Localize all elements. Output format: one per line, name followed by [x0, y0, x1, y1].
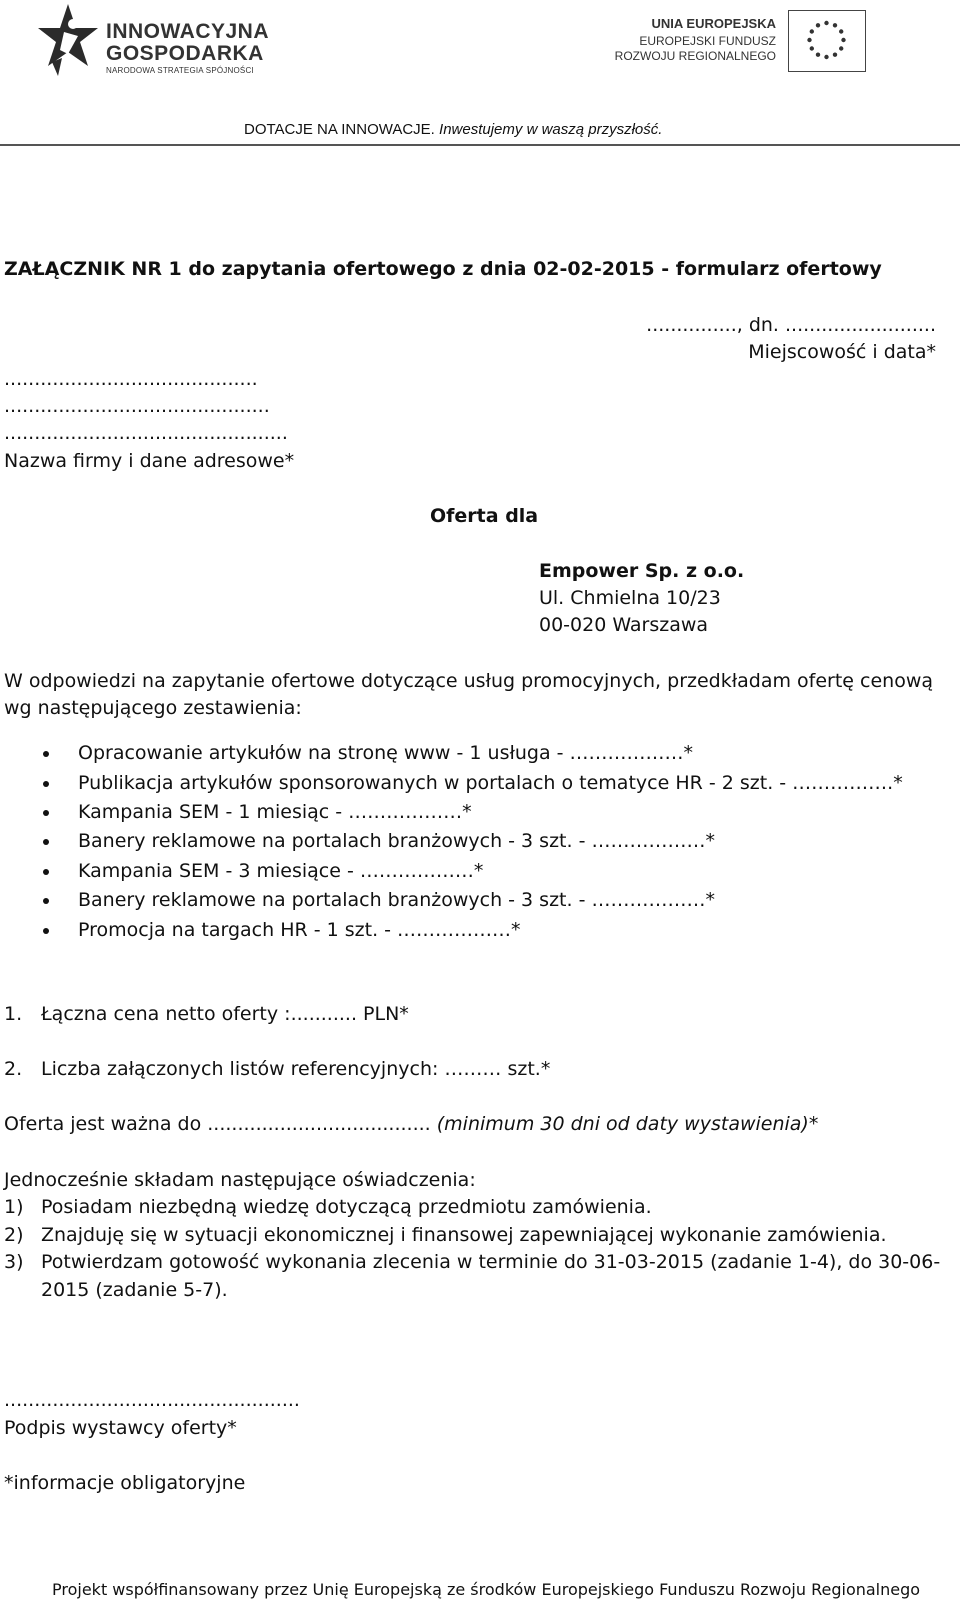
intro-line-1: W odpowiedzi na zapytanie ofertowe dotyczące usług promocyjnych, przedkładam ofertę cenową: [4, 670, 934, 692]
validity-dots: .....................................: [207, 1113, 431, 1135]
recipient-city: 00-020 Warszawa: [539, 614, 709, 636]
total-price-text: Łączna cena netto oferty :........... PLN*: [41, 1003, 409, 1025]
signature-dots: .................................................: [4, 1389, 300, 1411]
logo-line-2: GOSPODARKA: [106, 42, 264, 65]
signature-label: Podpis wystawcy oferty*: [4, 1417, 237, 1439]
mandatory-note: *informacje obligatoryjne: [4, 1472, 246, 1494]
list-item-text: Promocja na targach HR - 1 szt. - ………………*: [78, 919, 521, 941]
tagline-prefix: DOTACJE NA INNOWACJE.: [244, 121, 435, 138]
bullet-icon: [43, 810, 49, 816]
logo-line-3: NARODOWA STRATEGIA SPÓJNOŚCI: [106, 66, 254, 75]
declaration-number: 1): [4, 1196, 24, 1218]
validity-suffix: *: [808, 1113, 819, 1135]
total-price-number: 1.: [4, 1003, 23, 1025]
recipient-street: Ul. Chmielna 10/23: [539, 587, 721, 609]
bullet-icon: [43, 869, 49, 875]
eu-logo-text: [600, 16, 776, 66]
place-date-dots: ..............., dn. .........................: [646, 314, 936, 336]
offer-for-heading: Oferta dla: [430, 505, 539, 527]
references-text: Liczba załączonych listów referencyjnych: ……… szt.*: [41, 1058, 551, 1080]
validity-line: [4, 1113, 818, 1135]
intro-line-2: wg następującego zestawienia:: [4, 697, 302, 719]
eu-line-2: EUROPEJSKI FUNDUSZ: [639, 34, 776, 48]
list-item-text: Publikacja artykułów sponsorowanych w portalach o tematyce HR - 2 szt. - …………….*: [78, 772, 903, 794]
bullet-icon: [43, 751, 49, 757]
logo-line-1: INNOWACYJNA: [106, 20, 270, 43]
list-item-text: Banery reklamowe na portalach branżowych - 3 szt. - ………………*: [78, 830, 715, 852]
declaration-number: 3): [4, 1251, 24, 1273]
innowacyjna-gospodarka-logo: [38, 2, 278, 78]
eu-line-1: UNIA EUROPEJSKA: [651, 16, 776, 31]
list-item-text: Kampania SEM - 1 miesiąc - ………………*: [78, 801, 472, 823]
declaration-text: Posiadam niezbędną wiedzę dotyczącą przedmiotu zamówienia.: [41, 1196, 652, 1218]
declaration-text: Potwierdzam gotowość wykonania zlecenia w terminie do 31-03-2015 (zadanie 1-4), do 30-06-: [41, 1251, 941, 1273]
bullet-icon: [43, 898, 49, 904]
bullet-icon: [43, 781, 49, 787]
declaration-text-continued: 2015 (zadanie 5-7).: [41, 1279, 228, 1301]
list-item-text: Kampania SEM - 3 miesiące - ………………*: [78, 860, 484, 882]
company-label: Nazwa firmy i dane adresowe*: [4, 450, 295, 472]
validity-italic: (minimum 30 dni od daty wystawienia): [436, 1113, 809, 1135]
list-item-text: Opracowanie artykułów na stronę www - 1 usługa - ………………*: [78, 742, 694, 764]
tagline: [244, 121, 662, 138]
validity-prefix: Oferta jest ważna do: [4, 1113, 202, 1135]
eu-line-3: ROZWOJU REGIONALNEGO: [614, 49, 776, 63]
list-item-text: Banery reklamowe na portalach branżowych - 3 szt. - ………………*: [78, 889, 715, 911]
header-divider: [0, 144, 960, 146]
company-line-1: ..........................................: [4, 368, 258, 390]
eu-flag-icon: [788, 10, 866, 72]
company-line-2: ............................................: [4, 395, 270, 417]
tagline-italic: Inwestujemy w waszą przyszłość.: [439, 121, 663, 138]
bullet-icon: [43, 839, 49, 845]
declaration-text: Znajduję się w sytuacji ekonomicznej i finansowej zapewniającej wykonanie zamówienia.: [41, 1224, 887, 1246]
footer-text: Projekt współfinansowany przez Unię Europejską ze środków Europejskiego Funduszu Rozwoju Regionalnego: [52, 1580, 921, 1599]
star-figure-icon: [38, 2, 100, 78]
declarations-heading: Jednocześnie składam następujące oświadczenia:: [4, 1169, 476, 1191]
references-number: 2.: [4, 1058, 23, 1080]
document-title: ZAŁĄCZNIK NR 1 do zapytania ofertowego z dnia 02-02-2015 - formularz ofertowy: [4, 258, 882, 280]
place-date-label: Miejscowość i data*: [748, 341, 936, 363]
company-line-3: ...............................................: [4, 422, 288, 444]
bullet-icon: [43, 928, 49, 934]
recipient-name: Empower Sp. z o.o.: [539, 560, 745, 582]
declaration-number: 2): [4, 1224, 24, 1246]
